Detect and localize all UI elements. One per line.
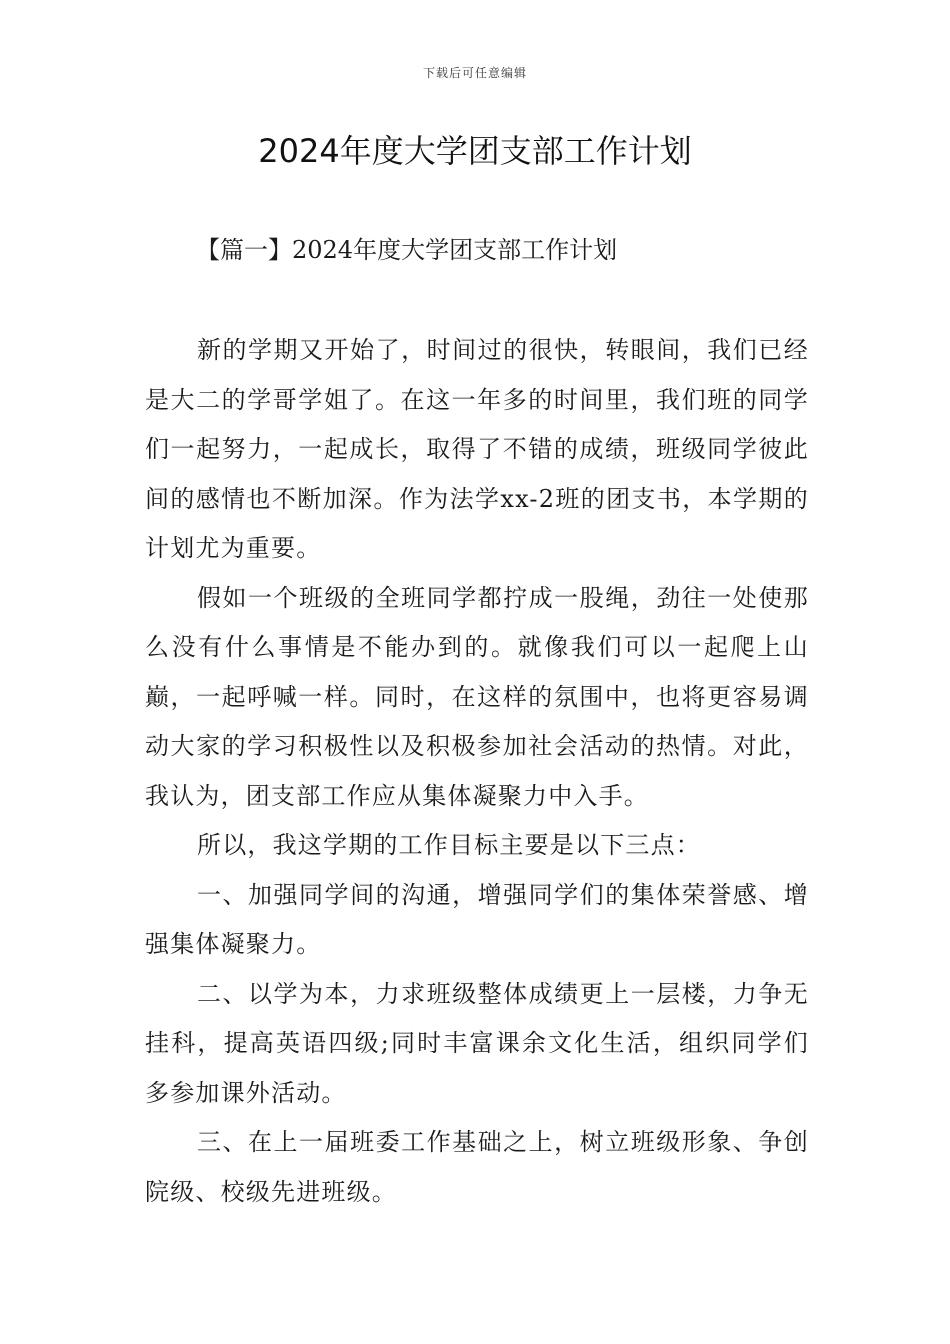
paragraph-goal-2: 二、以学为本，力求班级整体成绩更上一层楼，力争无挂科，提高英语四级;同时丰富课余文化生活，组织同学们多参加课外活动。 [145,979,809,1107]
document-body [145,326,809,1217]
paragraph-intro: 新的学期又开始了，时间过的很快，转眼间，我们已经是大二的学哥学姐了。在这一年多的时间里，我们班的同学们一起努力，一起成长，取得了不错的成绩，班级同学彼此间的感情也不断加深。作为法学xx-2班的团支书，本学期的计划尤为重要。 [145,336,809,562]
header-note: 下载后可任意编辑 [422,66,527,80]
section-heading: 【篇一】2024年度大学团支部工作计划 [196,236,618,264]
paragraph-goal-1: 一、加强同学间的沟通，增强同学们的集体荣誉感、增强集体凝聚力。 [145,880,809,958]
paragraph-goals-intro: 所以，我这学期的工作目标主要是以下三点： [197,831,701,859]
paragraph-goal-3: 三、在上一届班委工作基础之上，树立班级形象、争创院级、校级先进班级。 [145,1128,809,1206]
paragraph-cohesion: 假如一个班级的全班同学都拧成一股绳，劲往一处使那么没有什么事情是不能办到的。就像我们可以一起爬上山巅，一起呼喊一样。同时，在这样的氛围中，也将更容易调动大家的学习积极性以及积极参加社会活动的热情。对此，我认为，团支部工作应从集体凝聚力中入手。 [145,583,809,810]
document-title: 2024年度大学团支部工作计划 [258,132,692,170]
